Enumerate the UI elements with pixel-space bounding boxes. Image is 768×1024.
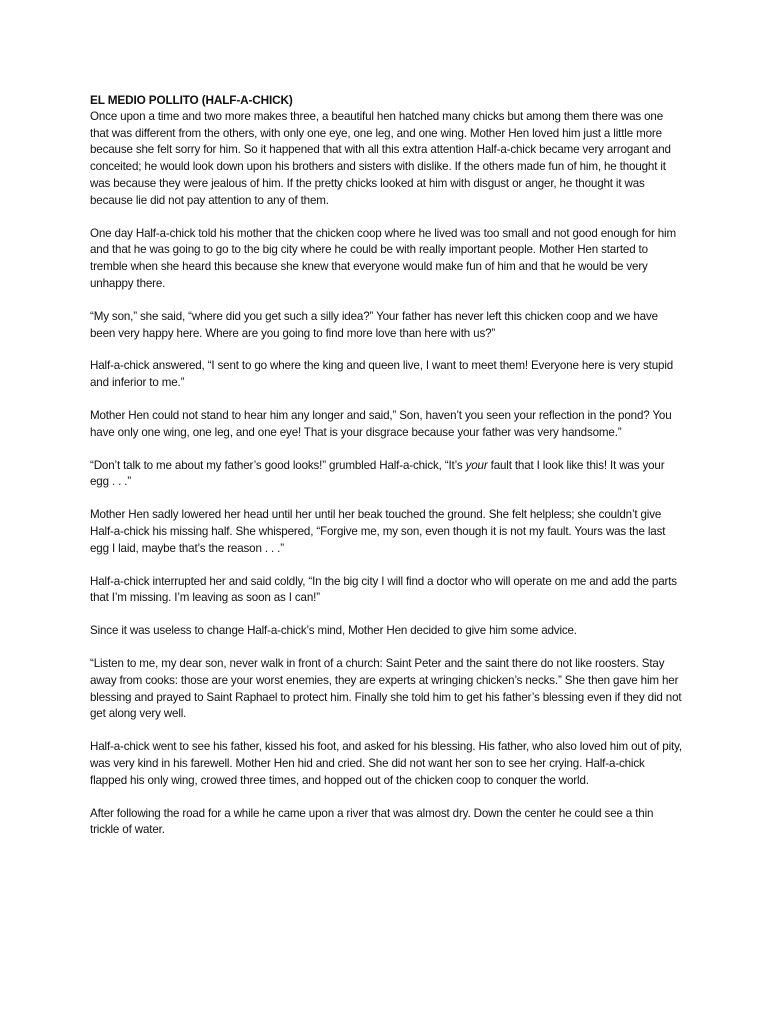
paragraph-6-emphasis: your	[465, 458, 488, 472]
paragraph-6-after: fault that I look like this! It was your egg . . .”	[90, 458, 665, 489]
paragraph-12: After following the road for a while he came upon a river that was almost dry. Down the center he could see a thin trickle of water.	[90, 806, 654, 837]
paragraph-9: Since it was useless to change Half-a-chick’s mind, Mother Hen decided to give him some advice.	[90, 624, 577, 638]
paragraph-6	[90, 458, 682, 492]
paragraph-11: Half-a-chick went to see his father, kissed his foot, and asked for his blessing. His father, who also loved him out of pity, was very kind in his farewell. Mother Hen hid and cried. She did not want her son to see her crying. Half-a-chick flapped his only wing, crowed three times, and hopped out of the chicken coop to conquer the world.	[90, 740, 682, 787]
paragraph-10: “Listen to me, my dear son, never walk in front of a church: Saint Peter and the saint there do not like roosters. Stay away from cooks: those are your worst enemies, they are experts at wringing chicken’s necks.” She then gave him her blessing and prayed to Saint Raphael to protect him. Finally she told him to get his father’s blessing even if they did not get along very well.	[90, 656, 682, 721]
paragraph-5: Mother Hen could not stand to hear him any longer and said,” Son, haven’t you seen your reflection in the pond? You have only one wing, one leg, and one eye! That is your disgrace because your father was very handsome.”	[90, 408, 672, 439]
paragraph-1: Once upon a time and two more makes three, a beautiful hen hatched many chicks but among them there was one that was different from the others, with only one eye, one leg, and one wing. Mother Hen loved him just a little more because she felt sorry for him. So it happened that with all this extra attention Half-a-chick became very arrogant and conceited; he would look down upon his brothers and sisters with dislike. If the others made fun of him, he thought it was because they were jealous of him. If the pretty chicks looked at him with disgust or anger, he thought it was because lie did not pay attention to any of them.	[90, 109, 671, 207]
document-page	[90, 92, 682, 855]
paragraph-6-before: “Don’t talk to me about my father’s good looks!” grumbled Half-a-chick, “It’s	[90, 458, 466, 472]
paragraph-7: Mother Hen sadly lowered her head until her until her beak touched the ground. She felt helpless; she couldn’t give Half-a-chick his missing half. She whispered, “Forgive me, my son, even though it is not my fault. Yours was the last egg I laid, maybe that’s the reason . . .”	[90, 508, 666, 555]
paragraph-3: “My son,” she said, “where did you get such a silly idea?” Your father has never left this chicken coop and we have been very happy here. Where are you going to find more love than here with us?”	[90, 309, 658, 340]
document-title: EL MEDIO POLLITO (HALF-A-CHICK)	[90, 93, 293, 107]
paragraph-2: One day Half-a-chick told his mother that the chicken coop where he lived was too small and not good enough for him and that he was going to go to the big city where he could be with really important people. Mother Hen started to tremble when she heard this because she knew that everyone would make fun of him and that he would be very unhappy there.	[90, 226, 676, 290]
paragraph-8: Half-a-chick interrupted her and said coldly, “In the big city I will find a doctor who will operate on me and add the parts that I’m missing. I’m leaving as soon as I can!”	[90, 574, 677, 605]
paragraph-4: Half-a-chick answered, “I sent to go where the king and queen live, I want to meet them! Everyone here is very stupid and inferior to me.”	[90, 359, 674, 390]
